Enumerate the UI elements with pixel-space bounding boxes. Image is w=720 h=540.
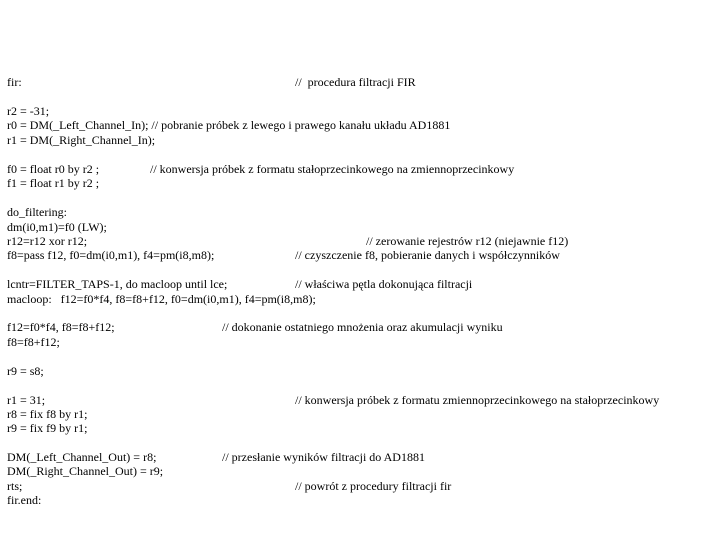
code-line-fir-end: fir.end: bbox=[7, 493, 42, 507]
code-line-lcntr: lcntr=FILTER_TAPS-1, do macloop until lce; bbox=[7, 277, 228, 291]
code-line-f0-float: f0 = float r0 by r2 ; bbox=[7, 162, 100, 176]
comment-dm-left-out: // przesłanie wyników filtracji do AD1881 bbox=[222, 450, 425, 464]
comment-fir: // procedura filtracji FIR bbox=[295, 75, 416, 89]
code-line-f8-pass: f8=pass f12, f0=dm(i0,m1), f4=pm(i8,m8); bbox=[7, 248, 215, 262]
comment-f8-pass: // czyszczenie f8, pobieranie danych i współczynników bbox=[295, 248, 560, 262]
comment-f0-float: // konwersja próbek z formatu stałoprzecinkowego na zmiennoprzecinkowy bbox=[150, 162, 515, 176]
code-line-dm-left-out: DM(_Left_Channel_Out) = r8; bbox=[7, 450, 157, 464]
comment-rts: // powrót z procedury filtracji fir bbox=[295, 479, 452, 493]
code-line-do-filtering: do_filtering: bbox=[7, 205, 67, 219]
code-line-r1-31: r1 = 31; bbox=[7, 393, 46, 407]
comment-lcntr: // właściwa pętla dokonująca filtracji bbox=[295, 277, 473, 291]
comment-f12-mult: // dokonanie ostatniego mnożenia oraz akumulacji wyniku bbox=[222, 320, 503, 334]
code-line-r8-fix: r8 = fix f8 by r1; bbox=[7, 407, 88, 421]
code-line-dm-right-out: DM(_Right_Channel_Out) = r9; bbox=[7, 464, 164, 478]
code-line-fir-label: fir: bbox=[7, 75, 22, 89]
comment-r1-31: // konwersja próbek z formatu zmiennoprzecinkowego na stałoprzecinkowy bbox=[295, 393, 660, 407]
code-line-dm-store: dm(i0,m1)=f0 (LW); bbox=[7, 220, 107, 234]
code-line-macloop: macloop: f12=f0*f4, f8=f8+f12, f0=dm(i0,m1), f4=pm(i8,m8); bbox=[7, 292, 316, 306]
code-line-r9-s8: r9 = s8; bbox=[7, 364, 44, 378]
code-line-f1-float: f1 = float r1 by r2 ; bbox=[7, 176, 100, 190]
code-line-r1-load: r1 = DM(_Right_Channel_In); bbox=[7, 133, 156, 147]
code-line-r2-init: r2 = -31; bbox=[7, 104, 50, 118]
code-line-r9-fix: r9 = fix f9 by r1; bbox=[7, 421, 88, 435]
comment-r12-xor: // zerowanie rejestrów r12 (niejawnie f12) bbox=[366, 234, 569, 248]
code-line-f8-add: f8=f8+f12; bbox=[7, 335, 60, 349]
code-line-r12-xor: r12=r12 xor r12; bbox=[7, 234, 88, 248]
code-line-rts: rts; bbox=[7, 479, 23, 493]
code-line-f12-mult: f12=f0*f4, f8=f8+f12; bbox=[7, 320, 115, 334]
code-line-r0-load: r0 = DM(_Left_Channel_In); // pobranie próbek z lewego i prawego kanału układu AD1881 bbox=[7, 118, 451, 132]
